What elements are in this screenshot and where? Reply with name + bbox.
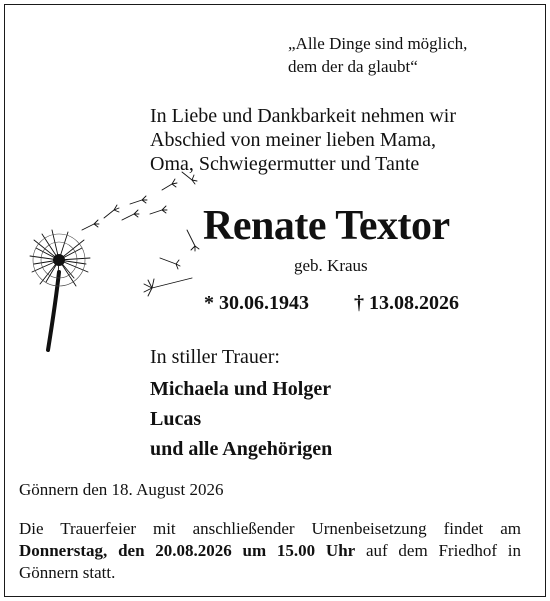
mourner-name: Michaela und Holger	[150, 378, 332, 400]
deceased-name: Renate Textor	[203, 203, 450, 249]
maiden-name: geb. Kraus	[294, 256, 368, 275]
funeral-text: auf dem Friedhof in Gönnern statt.	[19, 541, 521, 582]
intro-text	[150, 104, 456, 176]
mourner-name: und alle Angehörigen	[150, 438, 333, 460]
quote-line: „Alle Dinge sind möglich,	[288, 34, 468, 53]
quote-line: dem der da glaubt“	[288, 57, 418, 76]
intro-line: Oma, Schwiegermutter und Tante	[150, 153, 420, 175]
place-date: Gönnern den 18. August 2026	[19, 480, 224, 499]
intro-line: Abschied von meiner lieben Mama,	[150, 129, 437, 151]
dandelion-icon	[12, 160, 242, 360]
funeral-datetime: Donnerstag, den 20.08.2026 um 15.00 Uhr	[19, 541, 356, 560]
mourner-name: Lucas	[150, 408, 202, 430]
mourning-heading: In stiller Trauer:	[150, 346, 280, 368]
funeral-text: Die Trauerfeier mit anschließender Urnenbeisetzung findet am	[19, 519, 521, 538]
birth-date: * 30.06.1943	[204, 292, 309, 314]
mourners-list	[150, 374, 332, 464]
intro-line: In Liebe und Dankbarkeit nehmen wir	[150, 105, 457, 127]
bible-quote	[288, 32, 467, 78]
funeral-info	[19, 518, 521, 584]
death-date: † 13.08.2026	[354, 292, 459, 314]
